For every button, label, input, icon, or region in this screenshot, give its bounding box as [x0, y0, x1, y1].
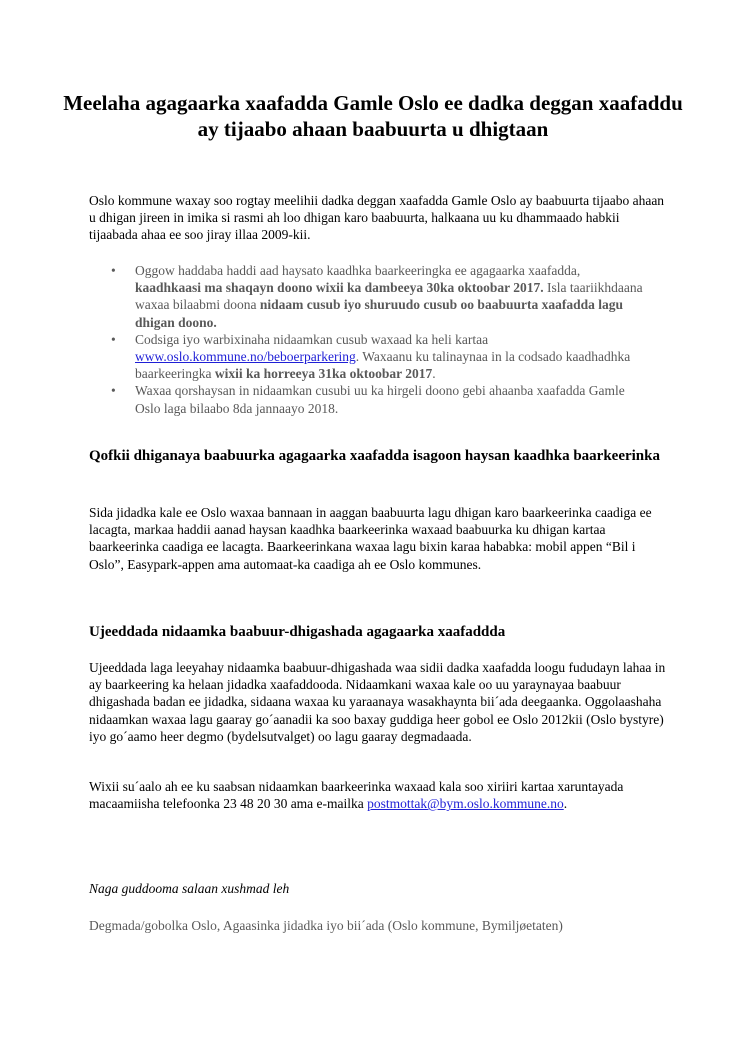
contact-text: Wixii su´aalo ah ee ku saabsan nidaamkan baarkeerinka waxaad kala soo xiriiri kartaa xaruntayada macaamiisha telefoonka 23 48 20 30 ama e-mailka	[89, 779, 624, 812]
section-heading: Ujeeddada nidaamka baabuur-dhigashada agagaarka xaafaddda	[89, 624, 506, 640]
signature-line: Degmada/gobolka Oslo, Agaasinka jidadka iyo bii´ada (Oslo kommune, Bymiljøetaten)	[89, 918, 563, 933]
bullet-text: Oggow haddaba haddi aad haysato kaadhka baarkeeringka ee agagaarka xaafadda,	[135, 263, 581, 278]
document-title: Meelaha agagaarka xaafadda Gamle Oslo ee dadka deggan xaafaddu ay tijaabo ahaan baabuurta u dhigtaan	[63, 91, 683, 141]
beboerparkering-link[interactable]: www.oslo.kommune.no/beboerparkering	[135, 349, 356, 365]
bullet-icon: •	[111, 383, 116, 399]
intro-paragraph: Oslo kommune waxay soo rogtay meelihii dadka deggan xaafadda Gamle Oslo ay baabuurta tijaabo ahaan u dhigan jireen in imika si rasmi ah loo dhigan karo baabuurta, halkaana uu ku dhammaado habkii tijaabada ahaa ee soo jiray illaa 2009-kii.	[89, 193, 665, 243]
bullet-text: Waxaa qorshaysan in nidaamkan cusubi uu ka hirgeli doono gebi ahaanba xaafadda Gamle Oslo laga bilaabo 8da jannaayo 2018.	[135, 383, 625, 416]
bullet-bold-text: kaadhkaasi ma shaqayn doono wixii ka dambeeya 30ka oktoobar 2017.	[135, 280, 544, 296]
contact-paragraph	[89, 778, 669, 812]
closing-line: Naga guddooma salaan xushmad leh	[89, 881, 290, 896]
bullet-icon: •	[111, 263, 116, 278]
bullet-text: Isla taariikhdaana waxaa bilaabmi doona	[135, 280, 643, 313]
bullet-text: . Waxaanu ku talinaynaa in la codsado kaadhadhka baarkeeringka	[135, 349, 631, 382]
bullet-bold-text: wixii ka horreeya 31ka oktoobar 2017	[214, 366, 433, 382]
section-body: Ujeeddada laga leeyahay nidaamka baabuur-dhigashada waa sidii dadka xaafadda loogu fududayn lahaa in ay baarkeering ka helaan jidadka xaafaddooda. Nidaamkani waxaa kale oo uu yaraynayaa baabuur dhigashada badan ee jidadka, sidaana waxaa ku yaraanaya wasakhaynta bii´ada deegaanka. Oggolaashaha nidaamkan waxaa lagu gaaray go´aanadii ka soo baxay guddiga heer gobol ee Oslo 2012kii (Oslo bystyre) iyo go´aamo heer degmo (bydelsutvalget) oo lagu gaaray degmadaada.	[89, 660, 666, 744]
notice-list	[89, 262, 649, 417]
list-item	[89, 382, 649, 416]
list-item	[89, 331, 649, 383]
bullet-icon: •	[111, 331, 116, 347]
contact-text: .	[563, 796, 568, 812]
bullet-text: Codsiga iyo warbixinaha nidaamkan cusub waxaad ka heli kartaa	[135, 331, 489, 347]
bullet-text: .	[432, 366, 436, 382]
section-body: Sida jidadka kale ee Oslo waxaa bannaan in aaggan baabuurta lagu dhigan karo baarkeerinka caadiga ee lacagta, markaa haddii aanad haysan kaadhka baarkeerinka waxaad baabuurka ku dhigan kartaa baarkeerinka caadiga ee lacagta. Baarkeerinkana waxaa lagu bixin karaa hababka: mobil appen “Bil i Oslo”, Easypark-appen ama automaat-ka caadiga ah ee Oslo kommunes.	[89, 505, 652, 572]
bullet-bold-text: nidaam cusub iyo shuruudo cusub oo baabuurta xaafadda lagu dhigan doono.	[135, 297, 623, 330]
email-link[interactable]: postmottak@bym.oslo.kommune.no	[367, 796, 564, 812]
list-item	[89, 262, 649, 331]
section-heading: Qofkii dhiganaya baabuurka agagaarka xaafadda isagoon haysan kaadhka baarkeerinka	[89, 448, 660, 464]
